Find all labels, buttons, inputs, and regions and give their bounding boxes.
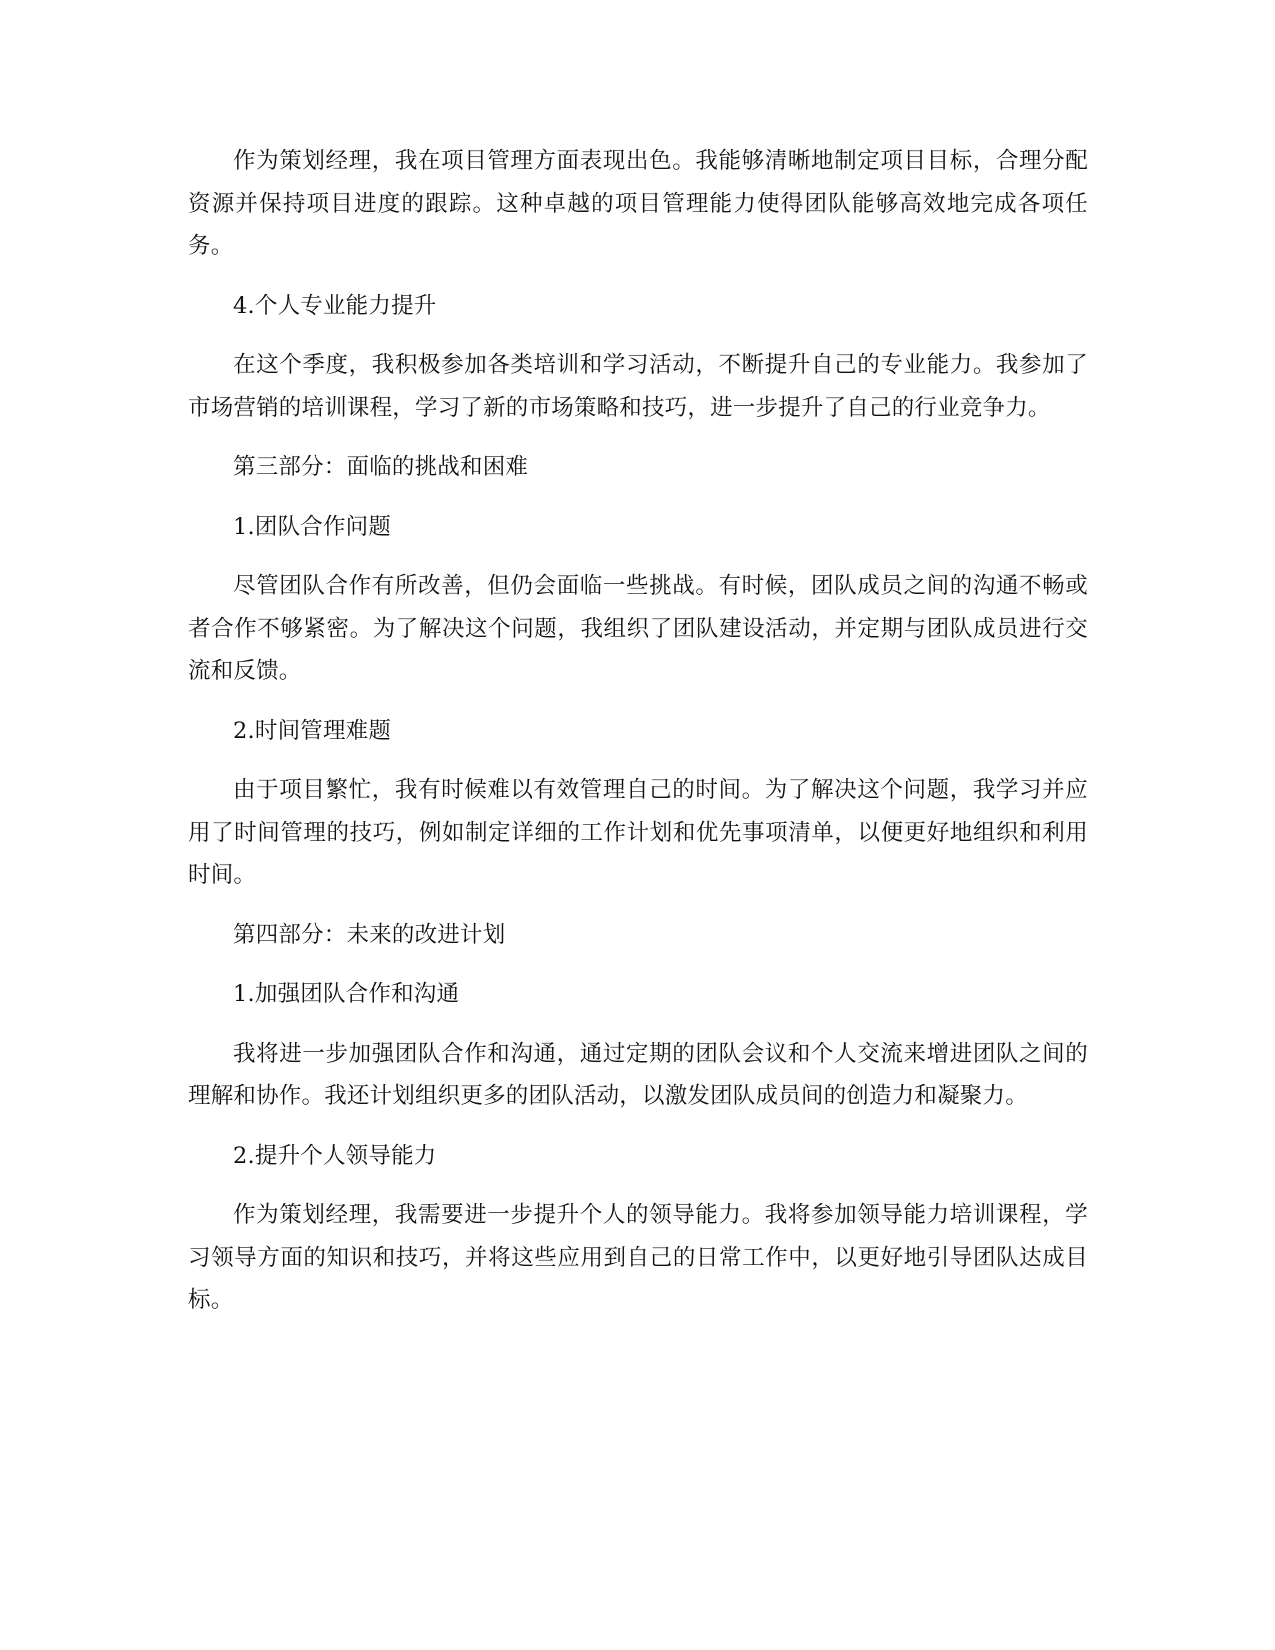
paragraph-leadership: 作为策划经理，我需要进一步提升个人的领导能力。我将参加领导能力培训课程，学习领导方面的知识和技巧，并将这些应用到自己的日常工作中，以更好地引导团队达成目标。 [188,1202,1088,1313]
paragraph-strengthen-teamwork: 我将进一步加强团队合作和沟通，通过定期的团队会议和个人交流来增进团队之间的理解和协作。我还计划组织更多的团队活动，以激发团队成员间的创造力和凝聚力。 [188,1040,1088,1109]
heading-time-management: 2.时间管理难题 [233,717,392,744]
document-body [188,140,1088,1339]
heading-professional-growth: 4.个人专业能力提升 [233,292,437,319]
section-title-improvement-plan: 第四部分：未来的改进计划 [233,921,506,948]
paragraph-time-management: 由于项目繁忙，我有时候难以有效管理自己的时间。为了解决这个问题，我学习并应用了时间管理的技巧，例如制定详细的工作计划和优先事项清单，以便更好地组织和利用时间。 [188,777,1088,888]
heading-strengthen-teamwork: 1.加强团队合作和沟通 [233,981,460,1007]
heading-teamwork-issue: 1.团队合作问题 [233,513,392,540]
paragraph-teamwork-issue: 尽管团队合作有所改善，但仍会面临一些挑战。有时候，团队成员之间的沟通不畅或者合作不够紧密。为了解决这个问题，我组织了团队建设活动，并定期与团队成员进行交流和反馈。 [188,573,1088,684]
heading-leadership: 2.提升个人领导能力 [233,1142,437,1169]
paragraph-project-management: 作为策划经理，我在项目管理方面表现出色。我能够清晰地制定项目目标，合理分配资源并保持项目进度的跟踪。这种卓越的项目管理能力使得团队能够高效地完成各项任务。 [188,148,1088,259]
paragraph-training: 在这个季度，我积极参加各类培训和学习活动，不断提升自己的专业能力。我参加了市场营销的培训课程，学习了新的市场策略和技巧，进一步提升了自己的行业竞争力。 [188,352,1088,421]
section-title-challenges: 第三部分：面临的挑战和困难 [233,454,529,480]
